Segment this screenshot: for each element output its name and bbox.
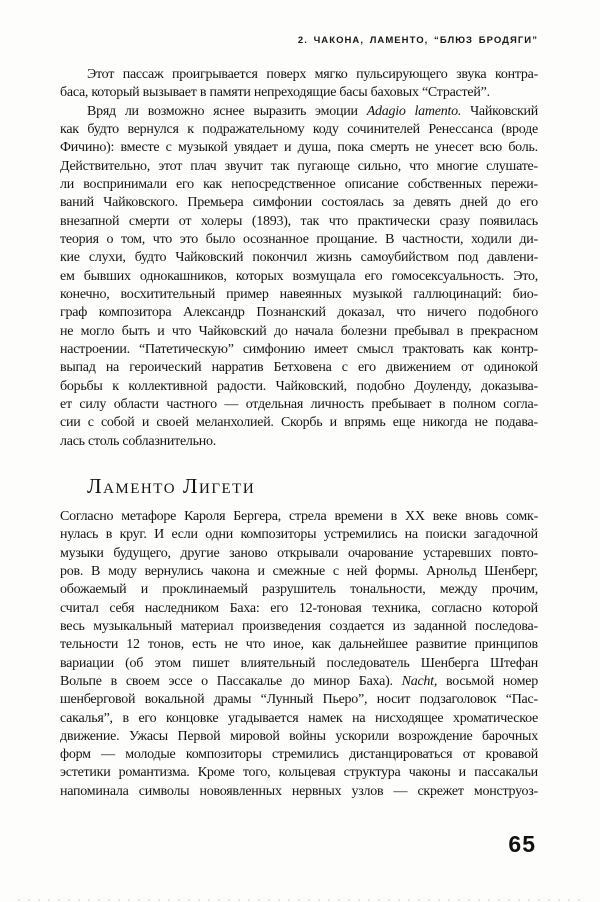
text-line: лась столь соблазнительно.	[60, 433, 217, 449]
text-line: как будто вернулся к подражательному коду сочинителей Ренессанса (вроде	[60, 121, 538, 137]
text-line: кие слухи, будто Чайковский покончил жизнь самоубийством под давлени-	[60, 250, 538, 266]
text-line: Действительно, этот плач звучит так пугающе сильно, что многие слушате-	[60, 158, 538, 174]
text-line: весь музыкальный материал произведения создается из заданной последова-	[60, 618, 538, 634]
text-line: музыки будущего, другие заново открывали очарование устаревших повто-	[60, 545, 538, 561]
scan-artifact	[18, 899, 582, 901]
text-line: Вряд ли возможно яснее выразить эмоции Adagio lamento. Чайковский	[87, 103, 538, 119]
page-body	[60, 66, 538, 801]
text-line: сии с собой и своей меланхолией. Скорбь и впрямь еще никогда не подава-	[60, 415, 538, 431]
text-line: ем бывших однокашников, которых возмущала его гомосексуальность. Это,	[60, 268, 538, 284]
text-line: вариации (об этом пишет влиятельный последователь Шенберга Штефан	[60, 655, 538, 671]
text-line: конечно, восхитительный пример навеянных музыкой галлюцинаций: био-	[60, 286, 538, 302]
text-line: граф композитора Александр Познанский доказал, что ничего подобного	[60, 305, 538, 321]
section-heading: Ламенто Лигети	[87, 473, 256, 498]
text-line: баса, который вызывает в памяти непреходящие басы баховых “Страстей”.	[60, 85, 490, 101]
text-line: напоминала символы новоявленных нервных узлов — скрежет монструоз-	[60, 783, 538, 799]
text-line: внезапной смерти от холеры (1893), так что практически сразу появилась	[60, 213, 538, 229]
text-line: сакалья”, в его концовке угадывается намек на нисходящее хроматическое	[60, 710, 538, 726]
text-line: обожаемый и проклинаемый разрушитель тональности, между прочим,	[60, 582, 538, 598]
page-number: 65	[508, 831, 536, 857]
text-line: шенберговой вокальной драмы “Лунный Пьеро”, носит подзаголовок “Пас-	[60, 692, 538, 708]
text-line: эстетики романтизма. Кроме того, кольцевая структура чаконы и пассакальи	[60, 765, 538, 781]
text-line: Согласно метафоре Кароля Бергера, стрела времени в XX веке вновь сомк-	[60, 508, 538, 524]
text-line: ет силу области частного — отдельная личность пребывает в полном согла-	[60, 396, 538, 412]
text-line: Этот пассаж проигрывается поверх мягко пульсирующего звука контра-	[87, 67, 538, 82]
text-line: считал себя наследником Баха: его 12-тоновая техника, согласно которой	[60, 600, 538, 616]
text-line: выпад на героический нарратив Бетховена с его движением от одинокой	[60, 360, 538, 376]
text-line: Фичино): вместе с музыкой увядает и душа, пока смерть не унесет всю боль.	[60, 140, 538, 156]
text-line: не могло быть и что Чайковский до начала болезни пребывал в прекрасном	[60, 323, 538, 339]
running-head: 2. ЧАКОНА, ЛАМЕНТО, “БЛЮЗ БРОДЯГИ”	[297, 35, 538, 46]
text-line: теория о том, что это было осознанное прощание. В частности, ходили ди-	[60, 231, 538, 247]
text-line: форм — молодые композиторы стремились дистанцироваться от кровавой	[60, 747, 538, 763]
text-line: тельности 12 тонов, есть не что иное, как дальнейшее развитие принципов	[60, 637, 538, 653]
text-line: Вольпе в своем эссе о Пассакалье до минор Баха). Nacht, восьмой номер	[60, 673, 538, 689]
text-line: борьбы к коллективной радости. Чайковский, подобно Доуленду, доказыва-	[60, 378, 538, 394]
text-line: настроении. “Патетическую” симфонию имеет смысл трактовать как контр-	[60, 341, 538, 357]
text-line: ли воспринимали его как непосредственное описание собственных пережи-	[60, 176, 538, 192]
text-line: нулась в круг. И если одни композиторы устремились на поиски загадочной	[60, 527, 538, 543]
text-line: движение. Ужасы Первой мировой войны ускорили возрождение барочных	[60, 728, 538, 744]
text-line: ров. В моду вернулись чакона и смежные с ней формы. Арнольд Шенберг,	[60, 563, 538, 579]
text-line: ваний Чайковского. Премьера симфонии состоялась за девять дней до его	[60, 195, 538, 211]
